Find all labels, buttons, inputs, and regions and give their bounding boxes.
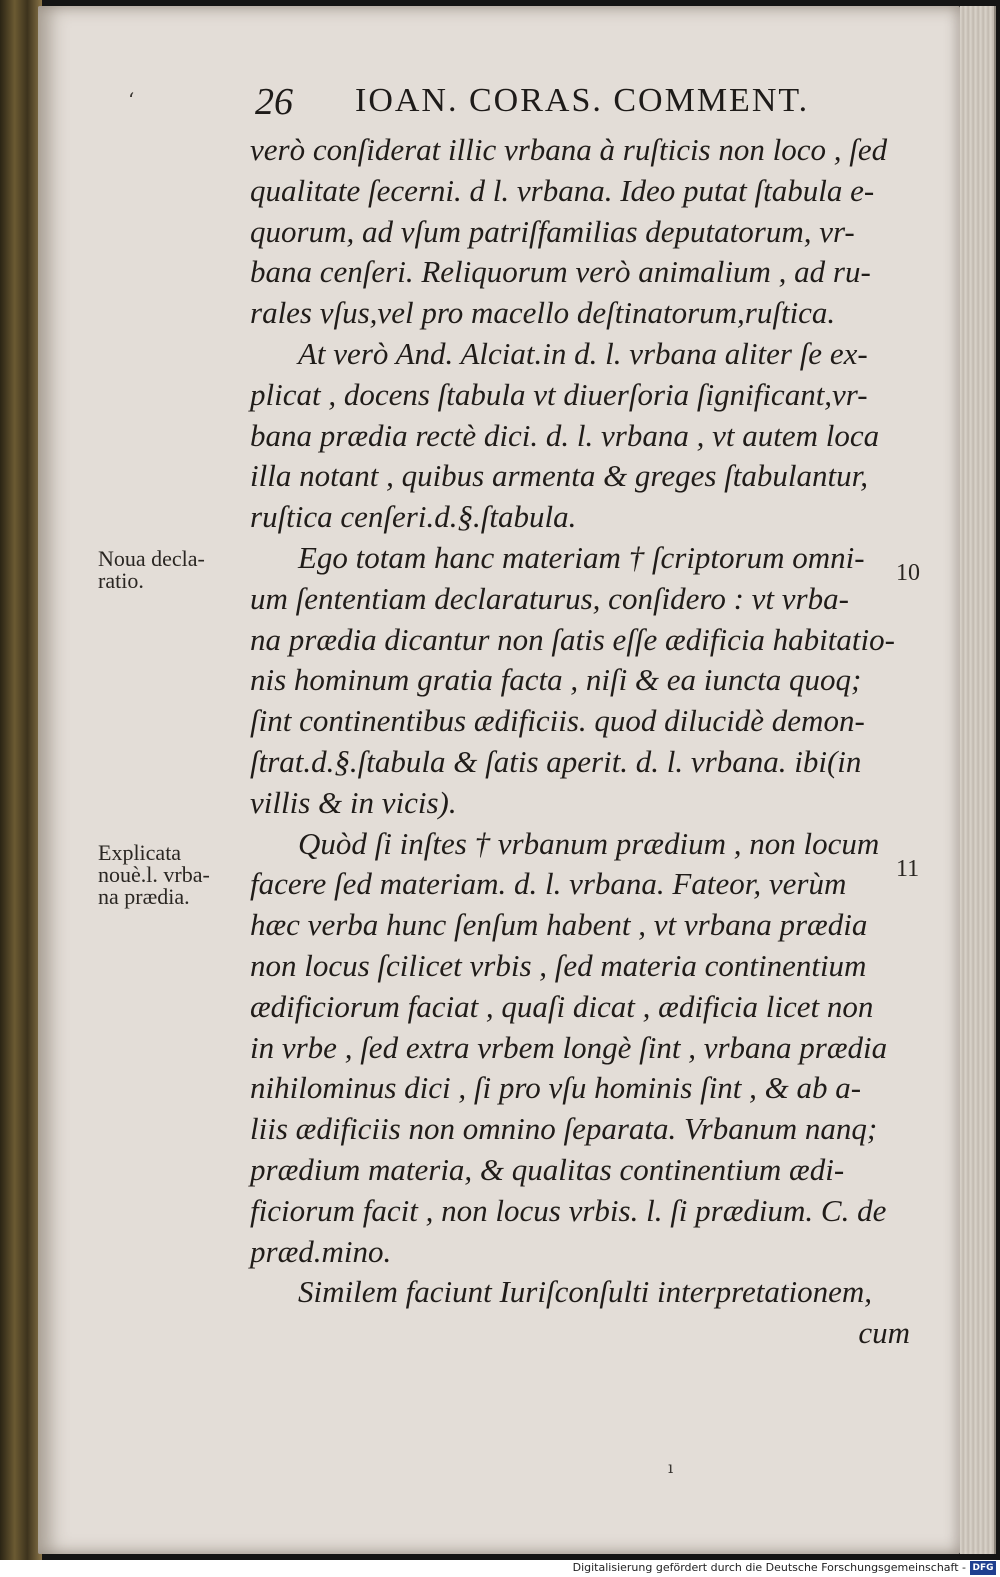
text-line: Ego totam hanc materiam † ſcriptorum omni- (298, 539, 865, 575)
text-line: nihilominus dici , ſi pro vſu hominis ſint , & ab a- (250, 1070, 862, 1106)
text-line: in vrbe , ſed extra vrbem longè ſint , vrbana prædia (250, 1029, 888, 1065)
catchword: cum (858, 1315, 910, 1351)
text-line: facere ſed materiam. d. l. vrbana. Fateor, verùm (250, 866, 847, 902)
margin-note-line: Explicata (98, 840, 182, 865)
text-line: villis & in vicis). (250, 784, 457, 820)
dfg-logo: DFG (970, 1561, 996, 1575)
text-line: liis ædificiis non omnino ſeparata. Vrbanum nanq; (250, 1111, 878, 1147)
ink-mark: ‘ (128, 88, 135, 112)
margin-note-line: nouè.l. vrba- (98, 862, 210, 887)
text-line: plicat , docens ſtabula vt diuerſoria ſignificant,vr- (250, 376, 868, 412)
footer-credit: Digitalisierung gefördert durch die Deutsche Forschungsgemeinschaft - (572, 1561, 966, 1574)
text-line: non locus ſcilicet vrbis , ſed materia continentium (250, 947, 867, 983)
margin-note-line: ratio. (98, 568, 144, 593)
text-line: ſtrat.d.§.ſtabula & ſatis aperit. d. l. vrbana. ibi(in (250, 743, 862, 779)
page-edge (960, 6, 996, 1554)
text-line: hæc verba hunc ſenſum habent , vt vrbana prædia (250, 907, 868, 943)
text-line: ſint continentibus ædificiis. quod dilucidè demon- (250, 703, 865, 739)
text-line: illa notant , quibus armenta & greges ſtabulantur, (250, 458, 869, 494)
text-line: bana prædia rectè dici. d. l. vrbana , vt autem loca (250, 417, 880, 453)
text-line: nis hominum gratia facta , niſi & ea iuncta quoq; (250, 662, 862, 698)
text-line: verò conſiderat illic vrbana à ruſticis non loco , ſed (250, 132, 888, 167)
running-title: IOAN. CORAS. COMMENT. (355, 82, 810, 119)
margin-number-10: 10 (896, 560, 920, 586)
text-line: um ſententiam declaraturus, conſidero : vt vrba- (250, 580, 849, 616)
book-spine (0, 0, 42, 1560)
margin-note-noua-declaratio (98, 548, 258, 592)
ink-mark: ı (668, 1458, 674, 1477)
page-header (255, 80, 835, 128)
margin-note-line: na prædia. (98, 884, 190, 909)
text-line: Similem faciunt Iuriſconſulti interpretationem, (298, 1274, 872, 1310)
text-line: Quòd ſi inſtes † vrbanum prædium , non locum (298, 825, 880, 861)
text-line: ædificiorum faciat , quaſi dicat , ædificia licet non (250, 988, 874, 1024)
margin-number-11: 11 (896, 856, 920, 882)
text-line: qualitate ſecerni. d l. vrbana. Ideo putat ſtabula e- (250, 172, 875, 208)
footer-bar (0, 1560, 1000, 1577)
text-line: na prædia dicantur non ſatis eſſe ædificia habitatio- (250, 621, 895, 657)
text-line: bana cenſeri. Reliquorum verò animalium , ad ru- (250, 254, 871, 290)
text-line: prædium materia, & qualitas continentium ædi- (250, 1151, 845, 1187)
text-line: At verò And. Alciat.in d. l. vrbana aliter ſe ex- (298, 335, 868, 371)
text-line: ruſtica cenſeri.d.§.ſtabula. (250, 499, 577, 535)
text-line: ficiorum facit , non locus vrbis. l. ſi prædium. C. de (250, 1192, 887, 1228)
text-line: quorum, ad vſum patriſfamilias deputatorum, vr- (250, 213, 855, 249)
margin-note-explicata (98, 842, 258, 908)
text-line: præd.mino. (250, 1233, 392, 1269)
margin-note-line: Noua decla- (98, 546, 205, 571)
body-text (250, 130, 910, 1354)
text-line: rales vſus,vel pro macello deſtinatorum,ruſtica. (250, 295, 836, 331)
page-number: 26 (255, 81, 293, 123)
